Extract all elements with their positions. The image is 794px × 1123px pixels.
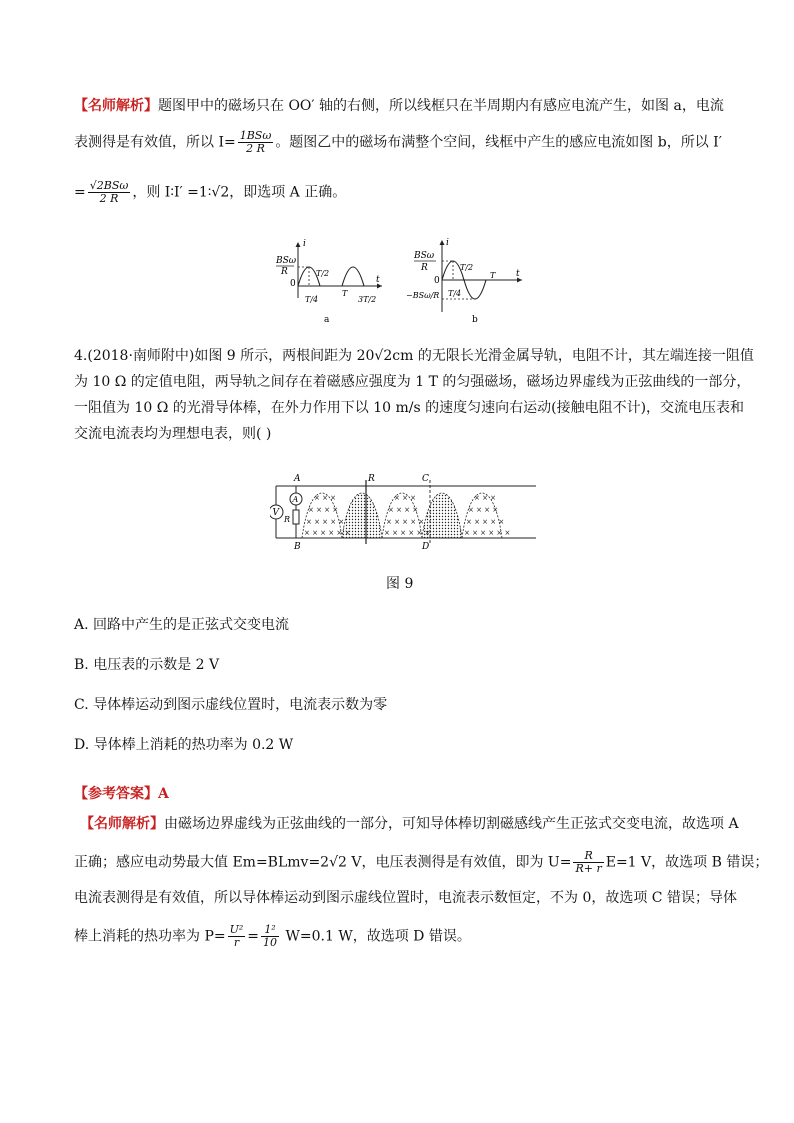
figure-a-y-num: BSω — [276, 256, 297, 266]
answer-line — [74, 784, 169, 804]
figure-b-origin: 0 — [434, 276, 440, 286]
svg-text:× × × × × ×: × × × × × × — [304, 529, 351, 537]
svg-text:× × × ×: × × × × — [468, 506, 499, 514]
analysis1-line1-text: 题图甲中的磁场只在 OO′ 轴的右侧，所以线框只在半周期内有感应电流产生，如图 a，电流 — [158, 98, 724, 114]
frac-den: 2 R — [99, 192, 119, 205]
analysis2-line4-a: 棒上消耗的热功率为 P= — [74, 928, 226, 945]
cross-marks — [304, 494, 510, 537]
option-d: D. 导体棒上消耗的热功率为 0.2 W — [74, 737, 294, 753]
svg-text:× × ×: × × × — [394, 494, 417, 502]
frac-num: U² — [229, 923, 244, 936]
option-b: B. 电压表的示数是 2 V — [74, 657, 220, 673]
svg-text:× × × × × ×: × × × × × × — [464, 529, 511, 537]
analysis2-tag: 【名师解析】 — [80, 816, 164, 832]
analysis1-line2 — [74, 130, 722, 155]
figure-b-t-label: t — [516, 269, 520, 279]
question-line1: 4.(2018·南师附中)如图 9 所示，两根间距为 20√2cm 的无限长光滑金属导轨，电阻不计，其左端连接一阻值 — [74, 348, 754, 364]
resistor-label: R — [284, 515, 291, 524]
frac-den: 2 R — [246, 142, 265, 155]
figure-a-wave-2 — [342, 267, 364, 286]
question-line3: 一阻值为 10 Ω 的光滑导体棒，在外力作用下以 10 m/s 的速度匀速向右运动(接触电阻不计)，交流电压表和 — [74, 400, 745, 416]
figure-ab — [270, 236, 540, 328]
analysis1-fraction-2 — [88, 180, 131, 205]
figure-a-y-den: R — [281, 267, 288, 277]
figure-a-tick-t: T — [342, 289, 348, 298]
svg-text:× × × ×: × × × × — [308, 506, 339, 514]
resistor-symbol — [293, 510, 299, 524]
figure-a-i-arrow — [296, 242, 301, 247]
frac-den: R+ r — [575, 862, 602, 875]
question-line4: 交流电流表均为理想电表，则( ) — [74, 426, 272, 442]
frac-num: 1² — [261, 924, 279, 937]
svg-text:× × × × ×: × × × × × — [306, 518, 345, 526]
analysis2-line2 — [74, 850, 768, 875]
analysis2-fraction-3 — [261, 924, 279, 949]
analysis1-tag: 【名师解析】 — [74, 98, 158, 114]
analysis2-line1-text: 由磁场边界虚线为正弦曲线的一部分，可知导体棒切割磁感线产生正弦式交变电流，故选项 A — [164, 816, 739, 832]
figure-a-tick-t4: T/4 — [305, 295, 319, 304]
analysis2-line4 — [74, 924, 471, 949]
svg-text:× × × ×: × × × × — [388, 506, 419, 514]
analysis1-fraction-1 — [238, 130, 274, 155]
frac-den: 10 — [263, 936, 278, 949]
analysis1-line3 — [74, 180, 346, 205]
analysis1-line2-b: 。题图乙中的磁场布满整个空间，线框中产生的感应电流如图 b，所以 I′ — [275, 134, 722, 151]
analysis2-fraction-2 — [228, 924, 246, 949]
label-A: A — [294, 474, 301, 484]
analysis2-line4-b: W=0.1 W，故选项 D 错误。 — [281, 928, 471, 945]
figure-9-caption: 图 9 — [386, 576, 414, 592]
label-B: B — [294, 542, 301, 552]
svg-text:× × ×: × × × — [314, 494, 337, 502]
figure-a — [275, 239, 382, 325]
analysis2-line3: 电流表测得是有效值，所以导体棒运动到图示虚线位置时，电流表示数恒定，不为 0，故选项 C 错误；导体 — [74, 890, 737, 906]
answer-value: A — [158, 786, 169, 802]
figure-a-i-label: i — [303, 239, 306, 249]
figure-b-tick-t2: T/2 — [460, 263, 474, 272]
svg-text:× × ×: × × × — [474, 494, 497, 502]
figure-9 — [270, 470, 540, 554]
svg-text:× × × × ×: × × × × × — [466, 518, 505, 526]
figure-a-tick-3t2: 3T/2 — [358, 295, 377, 304]
figure-a-t-label: t — [376, 275, 380, 285]
label-C: C — [422, 474, 429, 484]
figure-b-y-den: R — [421, 263, 428, 273]
voltmeter-label: V — [272, 508, 279, 518]
analysis2-fraction-1 — [573, 850, 603, 875]
figure-b-y-num: BSω — [414, 251, 435, 261]
figure-b-neg-label: −BSω/R — [406, 291, 440, 300]
figure-b-tick-t4: T/4 — [448, 289, 462, 298]
figure-a-caption: a — [324, 315, 330, 325]
label-R-rod: R — [368, 474, 375, 484]
analysis2-line4-eq: = — [247, 928, 260, 945]
svg-text:× × × × × ×: × × × × × × — [384, 529, 431, 537]
analysis2-line1 — [80, 814, 739, 834]
option-a: A. 回路中产生的是正弦式交变电流 — [74, 617, 290, 633]
answer-tag: 【参考答案】 — [74, 786, 158, 802]
question-line2: 为 10 Ω 的定值电阻，两导轨之间存在着磁感应强度为 1 T 的匀强磁场，磁场边界虚线为正弦曲线的一部分， — [74, 374, 751, 390]
ammeter-label: A — [292, 495, 299, 504]
label-D: D — [422, 542, 430, 552]
figure-a-origin: 0 — [290, 279, 296, 289]
frac-num: √2BSω — [89, 179, 129, 192]
figure-a-tick-t2: T/2 — [316, 269, 330, 278]
figure-b-caption: b — [472, 315, 478, 325]
figure-b — [406, 238, 522, 325]
option-c: C. 导体棒运动到图示虚线位置时，电流表示数为零 — [74, 697, 388, 713]
figure-b-i-arrow — [440, 240, 445, 245]
analysis1-line3-b: ，则 I∶I′ =1∶√2，即选项 A 正确。 — [132, 184, 347, 201]
analysis2-line2-b: E=1 V，故选项 B 错误； — [605, 854, 769, 871]
analysis1-line3-a: = — [74, 184, 86, 201]
analysis1-line2-a: 表测得是有效值，所以 I= — [74, 134, 236, 151]
figure-b-tick-t: T — [490, 271, 496, 280]
figure-b-i-label: i — [446, 238, 449, 248]
frac-den: r — [233, 936, 240, 949]
svg-text:× × × × ×: × × × × × — [386, 518, 425, 526]
frac-num: R — [573, 850, 603, 863]
analysis1-line1 — [74, 96, 724, 116]
frac-num: 1BSω — [239, 129, 272, 142]
analysis2-line2-a: 正确；感应电动势最大值 Em=BLmv=2√2 V，电压表测得是有效值，即为 U= — [74, 854, 572, 871]
